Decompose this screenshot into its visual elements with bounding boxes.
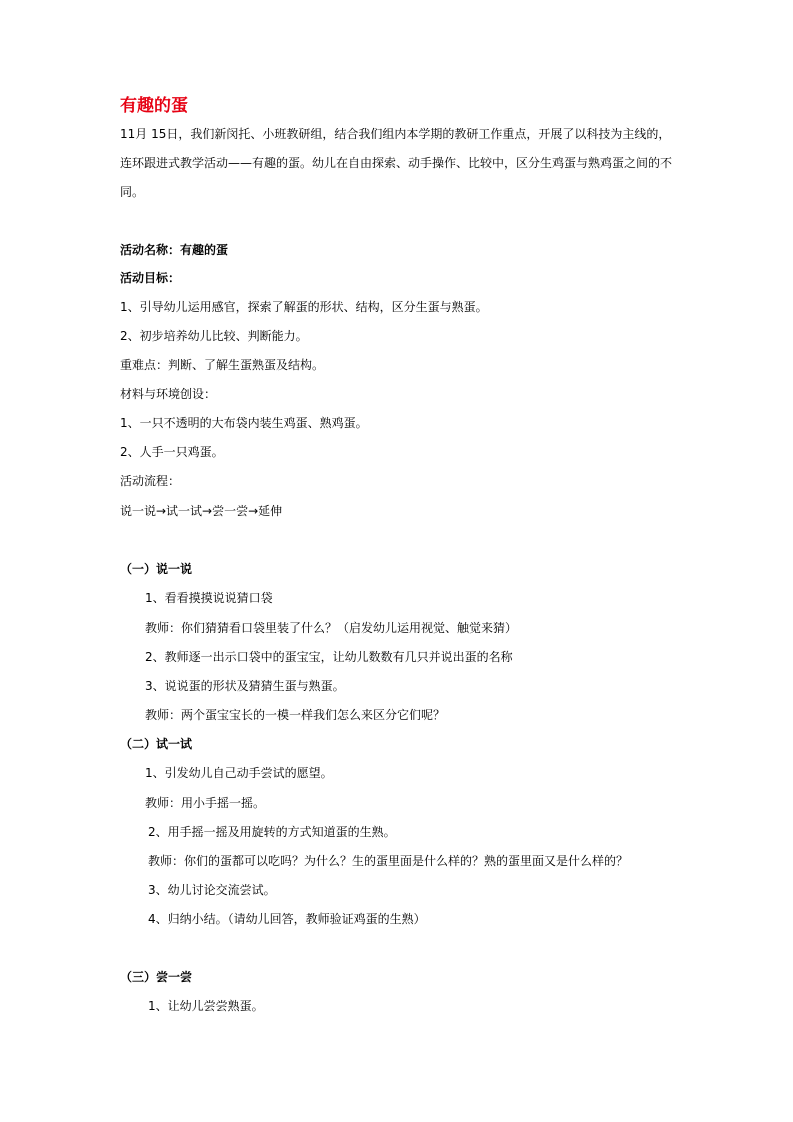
material-item: 2、人手一只鸡蛋。 [120,445,224,459]
section-line: 教师：两个蛋宝宝长的一模一样我们怎么来区分它们呢？ [145,708,446,722]
process-heading: 活动流程： [120,474,181,488]
activity-name: 活动名称：有趣的蛋 [120,243,229,257]
section-heading: （二）试一试 [120,737,193,751]
goal-item: 2、初步培养幼儿比较、判断能力。 [120,329,308,343]
section-heading: （三）尝一尝 [120,970,193,984]
section-line: 4、归纳小结。（请幼儿回答，教师验证鸡蛋的生熟） [148,912,426,926]
section-line: 1、让幼儿尝尝熟蛋。 [148,999,264,1013]
intro-line: 同。 [120,185,145,199]
section-line: 教师：你们猜猜看口袋里装了什么？（启发幼儿运用视觉、触觉来猜） [145,621,518,635]
section-heading: （一）说一说 [120,562,193,576]
section-line: 2、用手摇一摇及用旋转的方式知道蛋的生熟。 [148,825,396,839]
materials-heading: 材料与环境创设： [120,387,217,401]
intro-line: 连环跟进式教学活动——有趣的蛋。幼儿在自由探索、动手操作、比较中，区分生鸡蛋与熟鸡蛋之间的不 [120,156,673,170]
document-title: 有趣的蛋 [120,96,188,116]
section-line: 1、引发幼儿自己动手尝试的愿望。 [145,766,333,780]
section-line: 教师：你们的蛋都可以吃吗？为什么？生的蛋里面是什么样的？熟的蛋里面又是什么样的？ [148,854,629,868]
material-item: 1、一只不透明的大布袋内装生鸡蛋、熟鸡蛋。 [120,416,368,430]
section-line: 1、看看摸摸说说猜口袋 [145,591,273,605]
goal-item: 1、引导幼儿运用感官，探索了解蛋的形状、结构，区分生蛋与熟蛋。 [120,300,488,314]
section-line: 3、幼儿讨论交流尝试。 [148,883,276,897]
intro-line: 11月 15日，我们新闵托、小班教研组，结合我们组内本学期的教研工作重点，开展了以科技为主线的， [120,127,671,141]
section-line: 教师：用小手摇一摇。 [145,796,266,810]
key-points: 重难点：判断、了解生蛋熟蛋及结构。 [120,358,325,372]
section-line: 2、教师逐一出示口袋中的蛋宝宝，让幼儿数数有几只并说出蛋的名称 [145,650,513,664]
goals-heading: 活动目标： [120,271,181,285]
section-line: 3、说说蛋的形状及猜猜生蛋与熟蛋。 [145,679,345,693]
process-flow: 说一说→试一试→尝一尝→延伸 [120,504,283,518]
